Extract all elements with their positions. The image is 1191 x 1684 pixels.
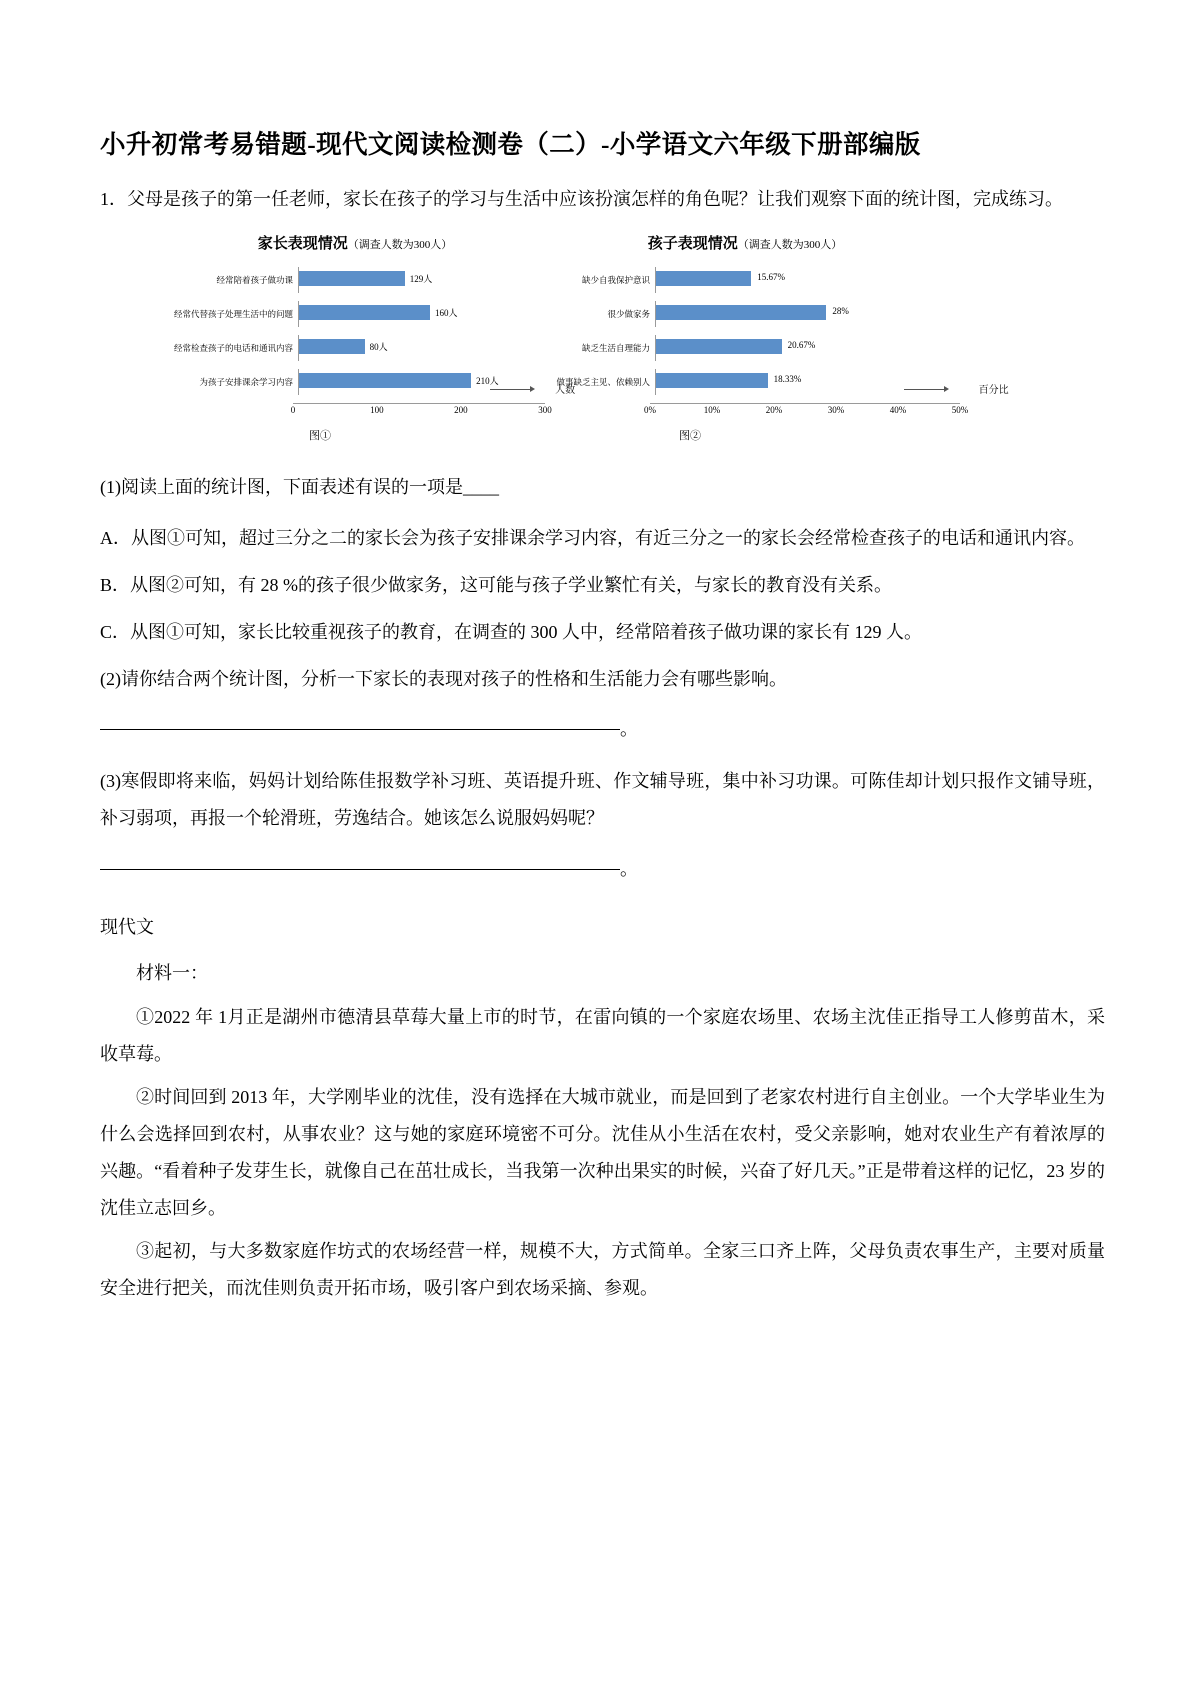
chart-parents-bar-2	[299, 339, 365, 354]
chart-parents-barwrap-2	[298, 335, 545, 361]
chart-children-title-main: 孩子表现情况	[647, 236, 738, 253]
chart-children-cat-0: 缺少自我保护意识	[581, 274, 650, 285]
chart-children-cat-3: 做事缺乏主见、依赖别人	[556, 376, 650, 387]
material-paragraph-1: ①2022 年 1月正是湖州市德清县草莓大量上市的时节，在雷向镇的一个家庭农场里、农场主沈佳正指导工人修剪苗木，采收草莓。	[100, 1007, 1105, 1065]
chart-row	[530, 301, 960, 327]
answer-blank-2[interactable]	[100, 851, 1105, 887]
chart-parents-bar-3	[299, 373, 471, 388]
option-b: B．从图②可知，有 28 %的孩子很少做家务，这可能与孩子学业繁忙有关，与家长的教育没有关系。	[100, 574, 892, 595]
chart-children-title-sub: （调查人数为300人）	[737, 239, 843, 252]
chart-children-xaxis	[644, 385, 1009, 423]
answer-blank-1-suffix: 。	[620, 719, 638, 740]
chart-row	[530, 335, 960, 361]
chart-children-bar-1	[656, 305, 826, 320]
question-1-sub-1: (1)阅读上面的统计图，下面表述有误的一项是____	[100, 477, 499, 498]
chart-children-plot	[530, 267, 1009, 423]
chart-parents-barwrap-1	[298, 301, 545, 327]
chart-children-title	[530, 232, 960, 253]
answer-blank-2-suffix: 。	[620, 859, 638, 880]
chart-row	[165, 267, 545, 293]
answer-rule-2[interactable]	[100, 869, 620, 870]
chart-children-value-3: 18.33%	[773, 374, 802, 385]
chart-parents-xtick-1: 100	[370, 405, 384, 416]
chart-parents-xtick-2: 200	[454, 405, 468, 416]
question-1-stem: 1．父母是孩子的第一任老师，家长在孩子的学习与生活中应该扮演怎样的角色呢？让我们观察下面的统计图，完成练习。	[100, 189, 1063, 210]
chart-parents-value-1: 160人	[435, 308, 458, 319]
chart-children-cat-1: 很少做家务	[607, 308, 650, 319]
material-title: 材料一：	[136, 963, 208, 984]
section-label-modern-text: 现代文	[100, 917, 154, 938]
material-paragraph-2: ②时间回到 2013 年，大学刚毕业的沈佳，没有选择在大城市就业，而是回到了老家农村进行自主创业。一个大学毕业生为什么会选择回到农村，从事农业？这与她的家庭环境密不可分。沈佳从小生活在农村，受父亲影响，她对农业生产有着浓厚的兴趣。“看着种子发芽生长，就像自己在茁壮成长，当我第一次种出果实的时候，兴奋了好几天。”正是带着这样的记忆，23 岁的沈佳立志回乡。	[100, 1087, 1105, 1218]
chart-parents-barwrap-3	[298, 369, 545, 395]
chart-children-barwrap-1	[655, 301, 960, 327]
chart-row	[165, 369, 545, 395]
chart-parents-bar-0	[299, 271, 405, 286]
chart-children-xtick-4: 40%	[889, 405, 907, 416]
chart-parents-xlabel: 人数	[555, 385, 576, 397]
chart-parents-barwrap-0	[298, 267, 545, 293]
document-content	[100, 128, 1105, 1312]
chart-parents	[165, 232, 576, 443]
chart-children-barwrap-2	[655, 335, 960, 361]
chart-parents-bar-1	[299, 305, 430, 320]
chart-children-value-0: 15.67%	[757, 272, 785, 283]
chart-parents-value-0: 129人	[409, 274, 433, 285]
chart-row	[165, 301, 545, 327]
chart-parents-xtick-0: 0	[290, 405, 296, 416]
question-1-sub-3: (3)寒假即将来临，妈妈计划给陈佳报数学补习班、英语提升班、作文辅导班，集中补习功课。可陈佳却计划只报作文铺导班，补习弱项，再报一个轮滑班，劳逸结合。她该怎么说服妈妈呢？	[100, 771, 1105, 829]
option-a: A．从图①可知，超过三分之二的家长会为孩子安排课余学习内容，有近三分之一的家长会经常检查孩子的电话和通讯内容。	[100, 527, 1085, 548]
chart-parents-cat-0: 经常陪着孩子做功课	[216, 274, 293, 285]
chart-children-xtick-0: 0%	[644, 405, 656, 416]
chart-children	[530, 232, 1009, 443]
chart-parents-value-2: 80人	[369, 342, 388, 353]
chart-parents-title-main: 家长表现情况	[257, 236, 348, 253]
page-title: 小升初常考易错题-现代文阅读检测卷（二）-小学语文六年级下册部编版	[100, 130, 921, 159]
chart-children-xtick-2: 20%	[765, 405, 783, 416]
chart-parents-value-3: 210人	[476, 376, 499, 387]
chart-children-barwrap-3	[655, 369, 960, 395]
statistics-charts	[100, 232, 1105, 447]
chart-row	[530, 267, 960, 293]
chart-children-bar-3	[656, 373, 768, 388]
chart-parents-cat-2: 经常检查孩子的电话和通讯内容	[173, 342, 293, 353]
chart-children-bar-0	[656, 271, 751, 286]
answer-rule-1[interactable]	[100, 729, 620, 730]
option-c: C．从图①可知，家长比较重视孩子的教育，在调查的 300 人中，经常陪着孩子做功课的家长有 129 人。	[100, 621, 923, 642]
chart-parents-axis-wrap	[165, 385, 576, 423]
question-1-sub-2: (2)请你结合两个统计图，分析一下家长的表现对孩子的性格和生活能力会有哪些影响。	[100, 668, 787, 689]
chart-row	[165, 335, 545, 361]
chart-children-xtick-3: 30%	[827, 405, 845, 416]
chart-row	[530, 369, 960, 395]
chart-parents-plot	[165, 267, 576, 423]
chart-children-xtick-1: 10%	[703, 405, 721, 416]
chart-children-xlabel: 百分比	[978, 385, 1009, 397]
chart-parents-caption: 图①	[309, 430, 331, 443]
chart-children-xtick-5: 50%	[951, 405, 969, 416]
material-paragraph-3: ③起初，与大多数家庭作坊式的农场经营一样，规模不大，方式简单。全家三口齐上阵，父母负责农事生产，主要对质量安全进行把关，而沈佳则负责开拓市场，吸引客户到农场采摘、参观。	[100, 1240, 1105, 1298]
chart-parents-title	[165, 232, 545, 253]
chart-children-cat-2: 缺乏生活自理能力	[581, 342, 650, 353]
chart-parents-xtick-3: 300	[538, 405, 552, 416]
chart-parents-title-sub: （调查人数为300人）	[347, 239, 453, 252]
answer-blank-1[interactable]	[100, 711, 1105, 747]
chart-children-bar-2	[656, 339, 782, 354]
chart-children-value-1: 28%	[832, 306, 849, 317]
chart-parents-xaxis	[290, 385, 576, 423]
chart-parents-cat-1: 经常代替孩子处理生活中的问题	[173, 308, 293, 319]
chart-children-barwrap-0	[655, 267, 960, 293]
chart-children-value-2: 20.67%	[787, 340, 816, 351]
chart-children-caption: 图②	[679, 430, 701, 443]
chart-parents-cat-3: 为孩子安排课余学习内容	[199, 376, 293, 387]
